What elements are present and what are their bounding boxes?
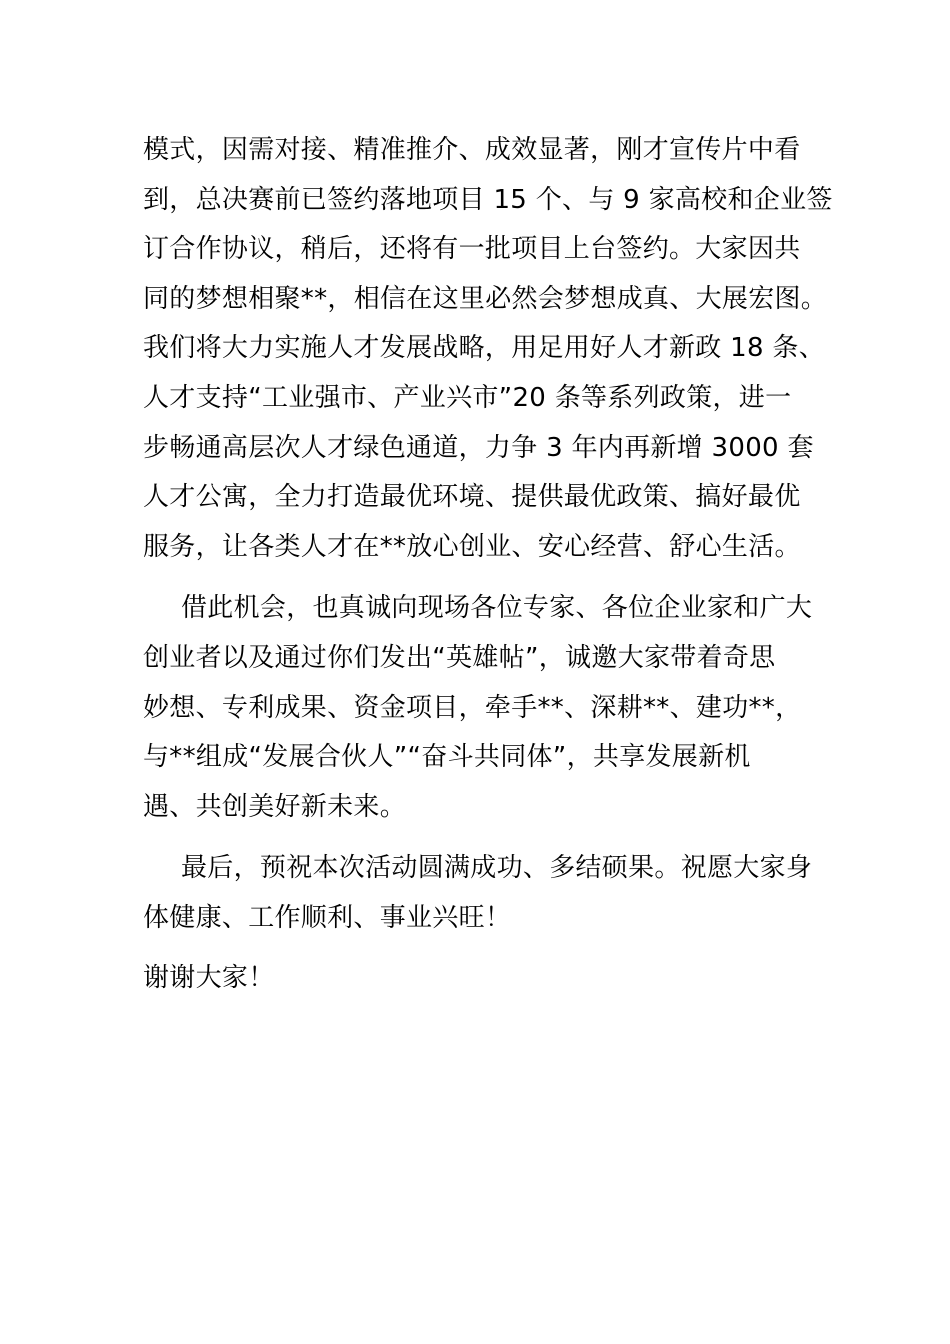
text-line: 步畅通高层次人才绿色通道，力争 3 年内再新增 3000 套 [143, 432, 814, 463]
paragraph-1 [143, 126, 833, 572]
text-line: 模式，因需对接、精准推介、成效显著，刚才宣传片中看 [143, 135, 801, 165]
text-line: 我们将大力实施人才发展战略，用足用好人才新政 18 条、 [143, 333, 826, 364]
text-line: 到，总决赛前已签约落地项目 15 个、与 9 家高校和企业签 [143, 184, 833, 215]
text-line: 服务，让各类人才在**放心创业、安心经营、舒心生活。 [143, 531, 801, 562]
closing-paragraph [143, 954, 818, 1004]
paragraph-3 [143, 844, 818, 943]
text-line: 遇、共创美好新未来。 [143, 791, 407, 822]
text-line: 人才公寓，全力打造最优环境、提供最优政策、搞好最优 [143, 482, 801, 513]
text-line: 与**组成“发展合伙人”“奋斗共同体”，共享发展新机 [143, 742, 751, 773]
text-line: 创业者以及通过你们发出“英雄帖”，诚邀大家带着奇思 [143, 642, 776, 673]
paragraph-spacer [143, 944, 818, 954]
text-line: 人才支持“工业强市、产业兴市”20 条等系列政策，进一 [143, 382, 792, 413]
document-body [143, 126, 833, 1003]
paragraph-spacer [143, 832, 818, 844]
text-line: 妙想、专利成果、资金项目，牵手**、深耕**、建功**， [143, 692, 802, 723]
paragraph-spacer [143, 572, 818, 584]
paragraph-2 [143, 584, 818, 832]
text-line: 同的梦想相聚**，相信在这里必然会梦想成真、大展宏图。 [143, 283, 828, 314]
text-line: 最后，预祝本次活动圆满成功、多结硕果。祝愿大家身 [181, 853, 813, 884]
text-line: 借此机会，也真诚向现场各位专家、各位企业家和广大 [181, 593, 813, 624]
text-line: 订合作协议，稍后，还将有一批项目上台签约。大家因共 [143, 234, 801, 265]
text-line: 体健康、工作顺利、事业兴旺！ [143, 902, 512, 933]
closing-line: 谢谢大家！ [143, 962, 275, 993]
